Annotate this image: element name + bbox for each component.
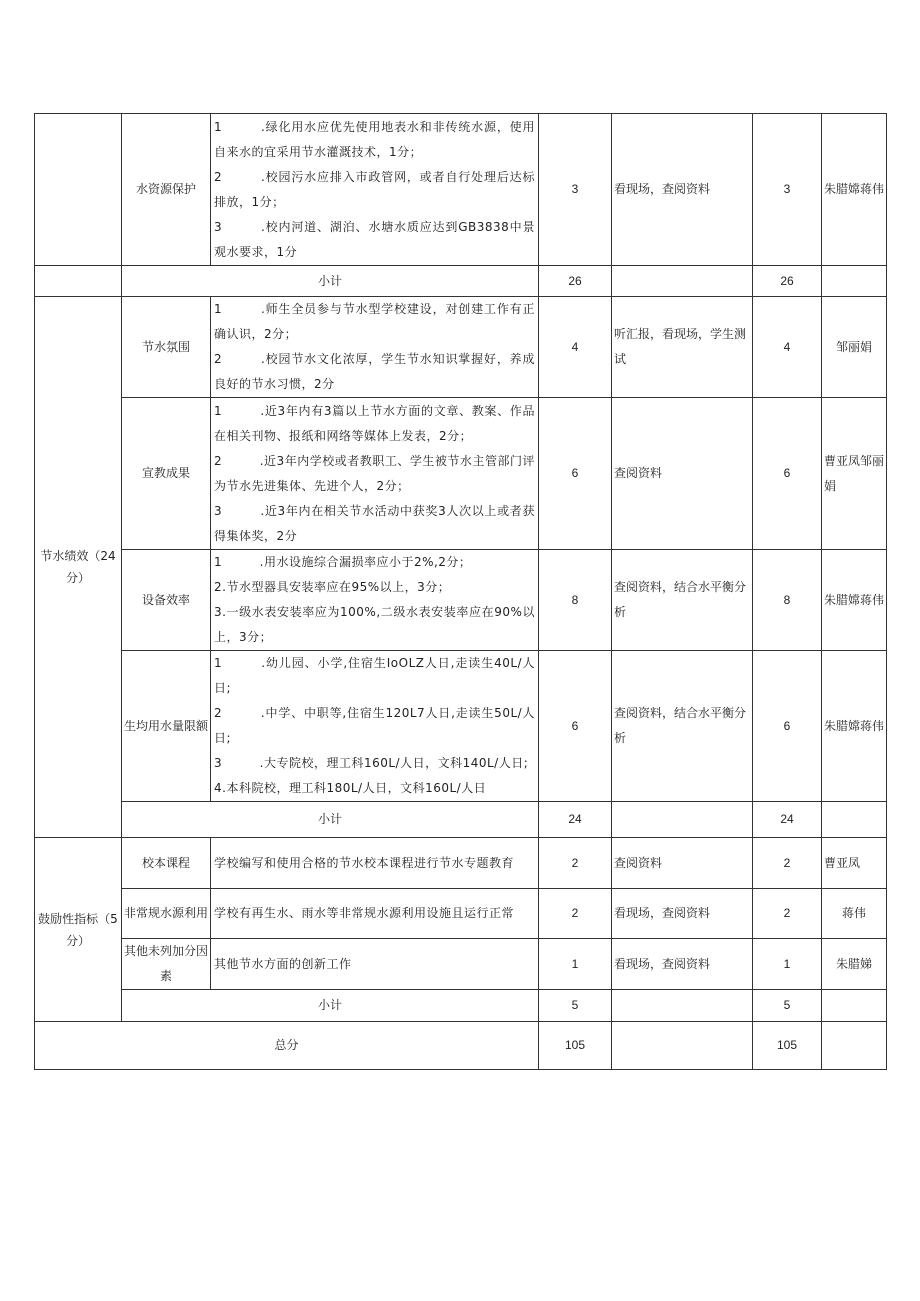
row-school-course (35, 838, 887, 889)
item: 设备效率 (122, 550, 211, 651)
score: 2 (539, 838, 612, 889)
subtotal-row-2 (35, 802, 887, 838)
empty-cell (822, 802, 887, 838)
row-publicity-results (35, 398, 887, 550)
subtotal-score: 24 (539, 802, 612, 838)
total-self-score: 105 (753, 1022, 822, 1070)
criteria: 学校有再生水、雨水等非常规水源利用设施且运行正常 (211, 889, 539, 939)
method: 查阅资料，结合水平衡分析 (612, 550, 753, 651)
score: 1 (539, 939, 612, 990)
item: 校本课程 (122, 838, 211, 889)
subtotal-self-score: 26 (753, 266, 822, 297)
item: 生均用水量限额 (122, 651, 211, 802)
self-score: 6 (753, 398, 822, 550)
responsible-person: 朱腊嫦蒋伟 (822, 651, 887, 802)
subtotal-label: 小计 (122, 990, 539, 1022)
subtotal-row-3 (35, 990, 887, 1022)
score: 4 (539, 297, 612, 398)
self-score: 3 (753, 114, 822, 266)
empty-cell (822, 1022, 887, 1070)
empty-cell (612, 802, 753, 838)
criteria: 1 .师生全员参与节水型学校建设，对创建工作有正确认识，2分； 2 .校园节水文化浓厚，学生节水知识掌握好，养成良好的节水习惯，2分 (211, 297, 539, 398)
responsible-person: 蒋伟 (822, 889, 887, 939)
category-saving-performance: 节水绩效（24分） (35, 297, 122, 838)
item-water-protection: 水资源保护 (122, 114, 211, 266)
row-saving-atmosphere (35, 297, 887, 398)
criteria: 1 .用水设施综合漏损率应小于2%,2分； 2.节水型器具安装率应在95%以上，3分； 3.一级水表安装率应为100%,二级水表安装率应在90%以上，3分； (211, 550, 539, 651)
empty-cell (612, 266, 753, 297)
score: 3 (539, 114, 612, 266)
self-score: 8 (753, 550, 822, 651)
criteria: 1 .近3年内有3篇以上节水方面的文章、教案、作品在相关刊物、报纸和网络等媒体上发表，2分； 2 .近3年内学校或者教职工、学生被节水主管部门评为节水先进集体、先进个人，2分； 3 .近3年内在相关节水活动中获奖3人次以上或者获得集体奖，2分 (211, 398, 539, 550)
subtotal-label: 小计 (122, 266, 539, 297)
category-cell-empty (35, 114, 122, 266)
criteria-water-protection: 1 .绿化用水应优先使用地表水和非传统水源，使用自来水的宜采用节水灌溉技术，1分； 2 .校园污水应排入市政管网，或者自行处理后达标排放，1分； 3 .校内河道、湖泊、水塘水质应达到GB3838中景观水要求，1分 (211, 114, 539, 266)
item: 其他未列加分因素 (122, 939, 211, 990)
category-incentive: 鼓励性指标（5分） (35, 838, 122, 1022)
method: 看现场，查阅资料 (612, 114, 753, 266)
subtotal-score: 26 (539, 266, 612, 297)
subtotal-self-score: 5 (753, 990, 822, 1022)
subtotal-row-1 (35, 266, 887, 297)
criteria: 学校编写和使用合格的节水校本课程进行节水专题教育 (211, 838, 539, 889)
method: 看现场，查阅资料 (612, 889, 753, 939)
evaluation-table (34, 113, 887, 1070)
total-label: 总分 (35, 1022, 539, 1070)
row-nonconventional-water (35, 889, 887, 939)
row-equipment-efficiency (35, 550, 887, 651)
total-score: 105 (539, 1022, 612, 1070)
row-water-protection (35, 114, 887, 266)
score: 8 (539, 550, 612, 651)
criteria: 其他节水方面的创新工作 (211, 939, 539, 990)
score: 6 (539, 398, 612, 550)
item: 节水氛围 (122, 297, 211, 398)
item: 非常规水源利用 (122, 889, 211, 939)
responsible-person: 邹丽娟 (822, 297, 887, 398)
method: 查阅资料 (612, 838, 753, 889)
empty-cell (822, 990, 887, 1022)
subtotal-self-score: 24 (753, 802, 822, 838)
responsible-person: 曹亚凤 (822, 838, 887, 889)
empty-cell (612, 1022, 753, 1070)
total-row (35, 1022, 887, 1070)
subtotal-label: 小计 (122, 802, 539, 838)
self-score: 4 (753, 297, 822, 398)
method: 听汇报，看现场，学生测试 (612, 297, 753, 398)
method: 查阅资料 (612, 398, 753, 550)
item: 宣教成果 (122, 398, 211, 550)
method: 查阅资料，结合水平衡分析 (612, 651, 753, 802)
responsible-person: 朱腊嫦蒋伟 (822, 114, 887, 266)
score: 2 (539, 889, 612, 939)
empty-cell (822, 266, 887, 297)
method: 看现场，查阅资料 (612, 939, 753, 990)
responsible-person: 朱腊娣 (822, 939, 887, 990)
self-score: 1 (753, 939, 822, 990)
empty-cell (35, 266, 122, 297)
row-water-quota (35, 651, 887, 802)
empty-cell (612, 990, 753, 1022)
row-other-bonus (35, 939, 887, 990)
subtotal-score: 5 (539, 990, 612, 1022)
self-score: 2 (753, 889, 822, 939)
responsible-person: 朱腊嫦蒋伟 (822, 550, 887, 651)
self-score: 2 (753, 838, 822, 889)
score: 6 (539, 651, 612, 802)
criteria: 1 .幼儿园、小学,住宿生IoOLZ人日,走读生40L/人日; 2 .中学、中职等,住宿生120L7人日,走读生50L/人日; 3 .大专院校，理工科160L/人日，文科140L/人日; 4.本科院校，理工科180L/人日，文科160L/人日 (211, 651, 539, 802)
self-score: 6 (753, 651, 822, 802)
responsible-person: 曹亚凤邹丽娟 (822, 398, 887, 550)
